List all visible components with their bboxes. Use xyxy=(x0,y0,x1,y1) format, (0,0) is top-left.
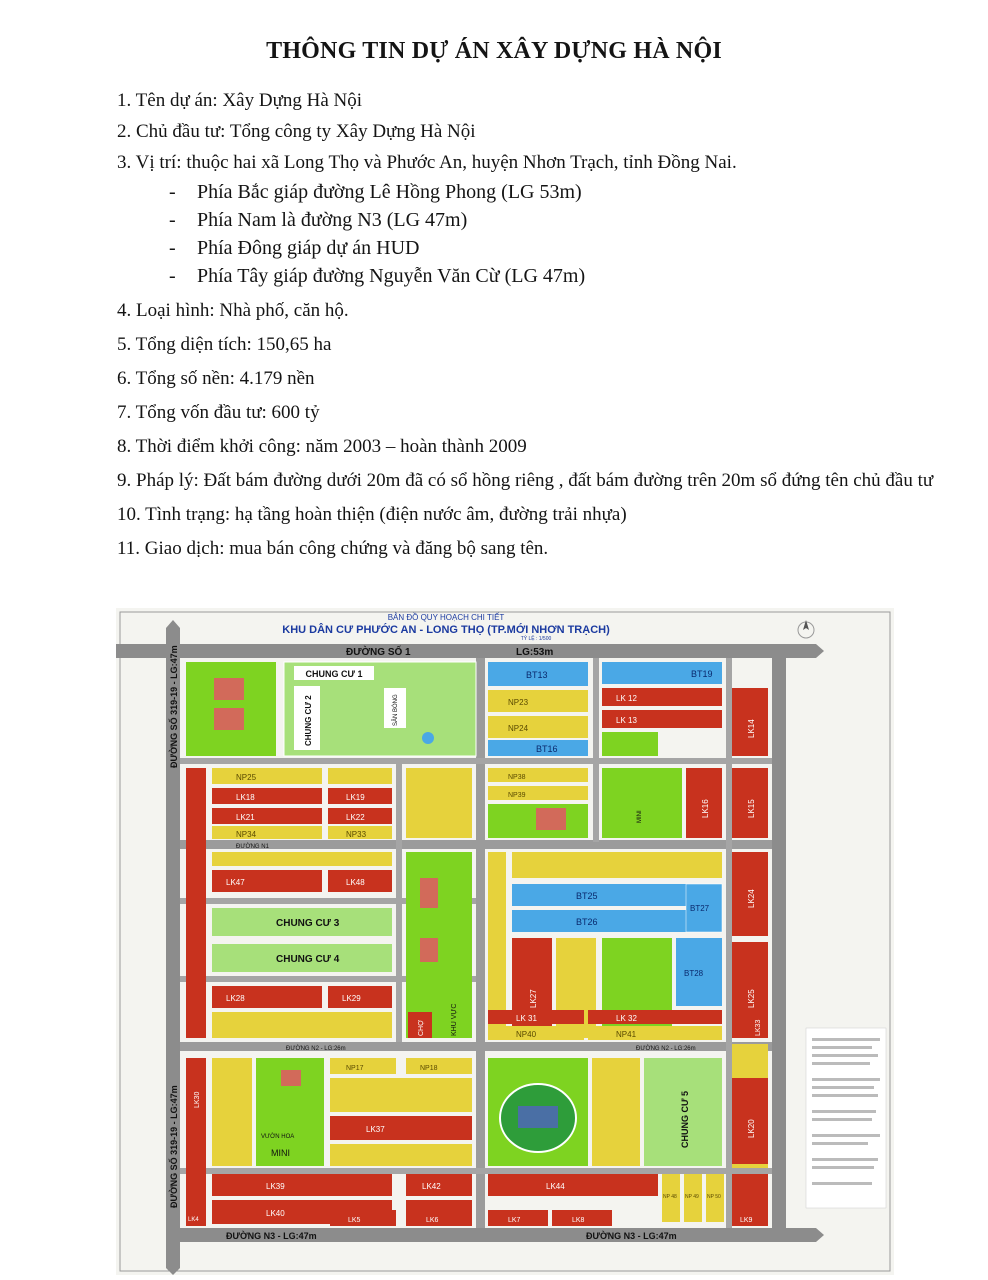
map-scale: TỶ LỆ : 1/500 xyxy=(520,636,552,642)
np33-label: NP33 xyxy=(346,830,367,839)
project-info-list xyxy=(117,88,937,567)
np23-label: NP23 xyxy=(508,698,529,707)
lk8-label: LK8 xyxy=(572,1217,585,1224)
bt27-label: BT27 xyxy=(690,904,710,913)
lk5-block xyxy=(330,1210,396,1226)
np38-block xyxy=(488,768,588,782)
np50-label: NP 50 xyxy=(707,1194,721,1200)
bt26-label: BT26 xyxy=(576,917,598,927)
chung-cu-3-label: CHUNG CƯ 3 xyxy=(276,918,340,929)
info-item-4: 4. Loại hình: Nhà phố, căn hộ. xyxy=(117,300,349,321)
info-item-5: 5. Tổng diện tích: 150,65 ha xyxy=(117,334,332,355)
np-vertical-se xyxy=(592,1058,640,1166)
row-np-n2 xyxy=(212,1012,392,1038)
np23-block xyxy=(488,690,588,712)
park-northeast xyxy=(602,732,658,756)
bullet-dash: - xyxy=(169,265,176,287)
building-school xyxy=(214,678,244,700)
lk5-label: LK5 xyxy=(348,1217,361,1224)
cho-label: CHỢ xyxy=(418,1019,425,1036)
bullet-dash: - xyxy=(169,181,176,203)
np17-label: NP17 xyxy=(346,1065,364,1072)
road-n1-label: ĐƯỜNG N1 xyxy=(236,844,269,850)
location-bound-south xyxy=(117,206,937,234)
info-item-11: 11. Giao dịch: mua bán công chứng và đăng bộ sang tên. xyxy=(117,538,549,559)
bullet-dash: - xyxy=(169,209,176,231)
location-bound-text: Phía Bắc giáp đường Lê Hồng Phong (LG 53m) xyxy=(197,181,582,203)
lk40-label: LK40 xyxy=(266,1209,285,1218)
building-school xyxy=(214,708,244,730)
np-vertical-center xyxy=(406,768,472,838)
road-n2-right-label: ĐƯỜNG N2 - LG:26m xyxy=(636,1046,696,1052)
lk20-label: LK20 xyxy=(747,1119,756,1138)
lk18-label: LK18 xyxy=(236,793,255,802)
np25-block xyxy=(212,768,322,784)
lk4-label: LK4 xyxy=(188,1217,199,1223)
location-bound-east xyxy=(117,234,937,262)
road-east xyxy=(772,644,786,1242)
road-secondary-4 xyxy=(180,1168,772,1174)
info-item-8: 8. Thời điểm khởi công: năm 2003 – hoàn thành 2009 xyxy=(117,436,527,457)
lk6-label: LK6 xyxy=(426,1217,439,1224)
np48-label: NP 48 xyxy=(663,1194,677,1200)
lk19-label: LK19 xyxy=(346,793,365,802)
civic-green xyxy=(406,852,472,1038)
lk29-label: LK29 xyxy=(342,994,361,1003)
lk18-block xyxy=(212,788,322,804)
lk37-block xyxy=(330,1116,472,1140)
location-bound-text: Phía Đông giáp dự án HUD xyxy=(197,237,420,259)
chung-cu-2-label: CHUNG CƯ 2 xyxy=(304,695,313,746)
road-south-label-left: ĐƯỜNG N3 - LG:47m xyxy=(226,1231,317,1241)
lk27-label: LK27 xyxy=(529,989,538,1008)
lk14-label: LK14 xyxy=(747,719,756,738)
kindergarten-building xyxy=(281,1070,301,1086)
lk39-block xyxy=(212,1174,392,1196)
np18-label: NP18 xyxy=(420,1065,438,1072)
road-vertical-2 xyxy=(593,658,599,842)
info-item-10: 10. Tình trạng: hạ tầng hoàn thiện (điện nước âm, đường trải nhựa) xyxy=(117,504,627,525)
road-west-label-top: ĐƯỜNG SỐ 319-19 - LG:47m xyxy=(169,645,179,768)
lk21-label: LK21 xyxy=(236,813,255,822)
info-item-1: 1. Tên dự án: Xây Dựng Hà Nội xyxy=(117,90,363,111)
lk33-label: LK33 xyxy=(755,1019,762,1036)
road-north-width-label: LG:53m xyxy=(516,647,554,658)
west-strip-lk-2 xyxy=(186,852,206,1038)
lk12-label: LK 12 xyxy=(616,694,637,703)
info-item-2: 2. Chủ đầu tư: Tổng công ty Xây Dựng Hà Nội xyxy=(117,121,476,142)
row-np-n1 xyxy=(212,852,392,866)
bt19-label: BT19 xyxy=(691,669,713,679)
lk22-label: LK22 xyxy=(346,813,365,822)
info-item-7: 7. Tổng vốn đầu tư: 600 tỷ xyxy=(117,402,320,423)
lk39-label: LK39 xyxy=(266,1182,285,1191)
road-n2-label: ĐƯỜNG N2 - LG:26m xyxy=(286,1046,346,1052)
civic-building xyxy=(420,878,438,908)
vuon-hoa-label: VƯỜN HOA xyxy=(261,1134,295,1140)
np25-label: NP25 xyxy=(236,773,257,782)
road-north-label: ĐƯỜNG SỐ 1 xyxy=(346,647,411,658)
location-bound-west xyxy=(117,262,937,290)
bullet-dash: - xyxy=(169,237,176,259)
lk24-label: LK24 xyxy=(747,889,756,908)
road-west-label-bottom: ĐƯỜNG SỐ 319-19 - LG:47m xyxy=(169,1085,179,1208)
lk44-label: LK44 xyxy=(546,1182,565,1191)
master-plan-map xyxy=(116,608,894,1275)
np39-label: NP39 xyxy=(508,792,526,799)
road-south-label-right: ĐƯỜNG N3 - LG:47m xyxy=(586,1231,677,1241)
row-np-mid xyxy=(328,768,392,784)
park-mini-northeast xyxy=(602,768,682,838)
lk48-label: LK48 xyxy=(346,878,365,887)
location-bound-north xyxy=(117,178,937,206)
lk9-label: LK9 xyxy=(740,1217,753,1224)
map-header-main: KHU DÂN CƯ PHƯỚC AN - LONG THỌ (TP.MỚI NHƠN TRẠCH) xyxy=(282,624,610,636)
lk21-block xyxy=(212,808,322,824)
np34-block xyxy=(212,826,322,839)
np-vertical-sw xyxy=(212,1058,252,1166)
lk15-label: LK15 xyxy=(747,799,756,818)
lk37-label: LK37 xyxy=(366,1125,385,1134)
lk44-block xyxy=(488,1174,658,1196)
document-title: THÔNG TIN DỰ ÁN XÂY DỰNG HÀ NỘI xyxy=(266,38,722,64)
info-item-9: 9. Pháp lý: Đất bám đường dưới 20m đã có sổ hồng riêng , đất bám đường trên 20m sổ đứng tên chủ đầu tư xyxy=(117,470,934,491)
chung-cu-1-label: CHUNG CƯ 1 xyxy=(305,669,363,679)
road-vertical-3 xyxy=(726,658,732,1228)
road-central xyxy=(476,658,485,1228)
road-secondary-1 xyxy=(180,758,772,764)
fountain-circle xyxy=(422,732,434,744)
lk28-label: LK28 xyxy=(226,994,245,1003)
row-np-sw-2 xyxy=(330,1144,472,1166)
np41-label: NP41 xyxy=(616,1030,637,1039)
np41-block xyxy=(588,1026,722,1040)
np39-block xyxy=(488,786,588,800)
lk32-block xyxy=(588,1010,722,1024)
mini-label-sw: MINI xyxy=(271,1148,290,1158)
civic-building xyxy=(420,938,438,962)
bt25-label: BT25 xyxy=(576,891,598,901)
bt28-label: BT28 xyxy=(684,969,704,978)
lk25-label: LK25 xyxy=(747,989,756,1008)
bt16-label: BT16 xyxy=(536,744,558,754)
info-item-6: 6. Tổng số nền: 4.179 nền xyxy=(117,368,315,389)
lk42-label: LK42 xyxy=(422,1182,441,1191)
map-header-small: BẢN ĐỒ QUY HOẠCH CHI TIẾT xyxy=(387,613,505,622)
stadium-field xyxy=(518,1106,558,1128)
np38-label: NP38 xyxy=(508,774,526,781)
info-item-3: 3. Vị trí: thuộc hai xã Long Thọ và Phước An, huyện Nhơn Trạch, tỉnh Đồng Nai. xyxy=(117,152,737,173)
lk6-block xyxy=(406,1210,472,1226)
lk16-label: LK16 xyxy=(701,799,710,818)
row-np-sw xyxy=(330,1078,472,1112)
np24-label: NP24 xyxy=(508,724,529,733)
lk31-label: LK 31 xyxy=(516,1014,537,1023)
lk47-label: LK47 xyxy=(226,878,245,887)
chung-cu-5-label: CHUNG CƯ 5 xyxy=(680,1091,690,1148)
lk7-label: LK7 xyxy=(508,1217,521,1224)
master-plan-svg xyxy=(116,608,894,1275)
lk32-label: LK 32 xyxy=(616,1014,637,1023)
np40-label: NP40 xyxy=(516,1030,537,1039)
chung-cu-4-label: CHUNG CƯ 4 xyxy=(276,954,340,965)
road-vertical-1 xyxy=(396,764,402,1042)
np18-block xyxy=(406,1058,472,1074)
khu-vuc-label: KHU VỰC xyxy=(451,1003,458,1036)
lk30-label: LK30 xyxy=(194,1091,201,1108)
lk13-label: LK 13 xyxy=(616,716,637,725)
np34-label: NP34 xyxy=(236,830,257,839)
location-bound-text: Phía Tây giáp đường Nguyễn Văn Cừ (LG 47m) xyxy=(197,265,586,287)
bt13-label: BT13 xyxy=(526,670,548,680)
road-north xyxy=(116,644,816,658)
lk30-strip xyxy=(186,1058,206,1226)
san-bong-label: SÂN BÓNG xyxy=(393,694,399,726)
school-building xyxy=(536,808,566,830)
location-bound-text: Phía Nam là đường N3 (LG 47m) xyxy=(197,209,468,231)
row-np-east-n1 xyxy=(512,852,722,878)
np24-block xyxy=(488,716,588,738)
mini-label: MINI xyxy=(637,810,643,823)
np49-label: NP 49 xyxy=(685,1194,699,1200)
